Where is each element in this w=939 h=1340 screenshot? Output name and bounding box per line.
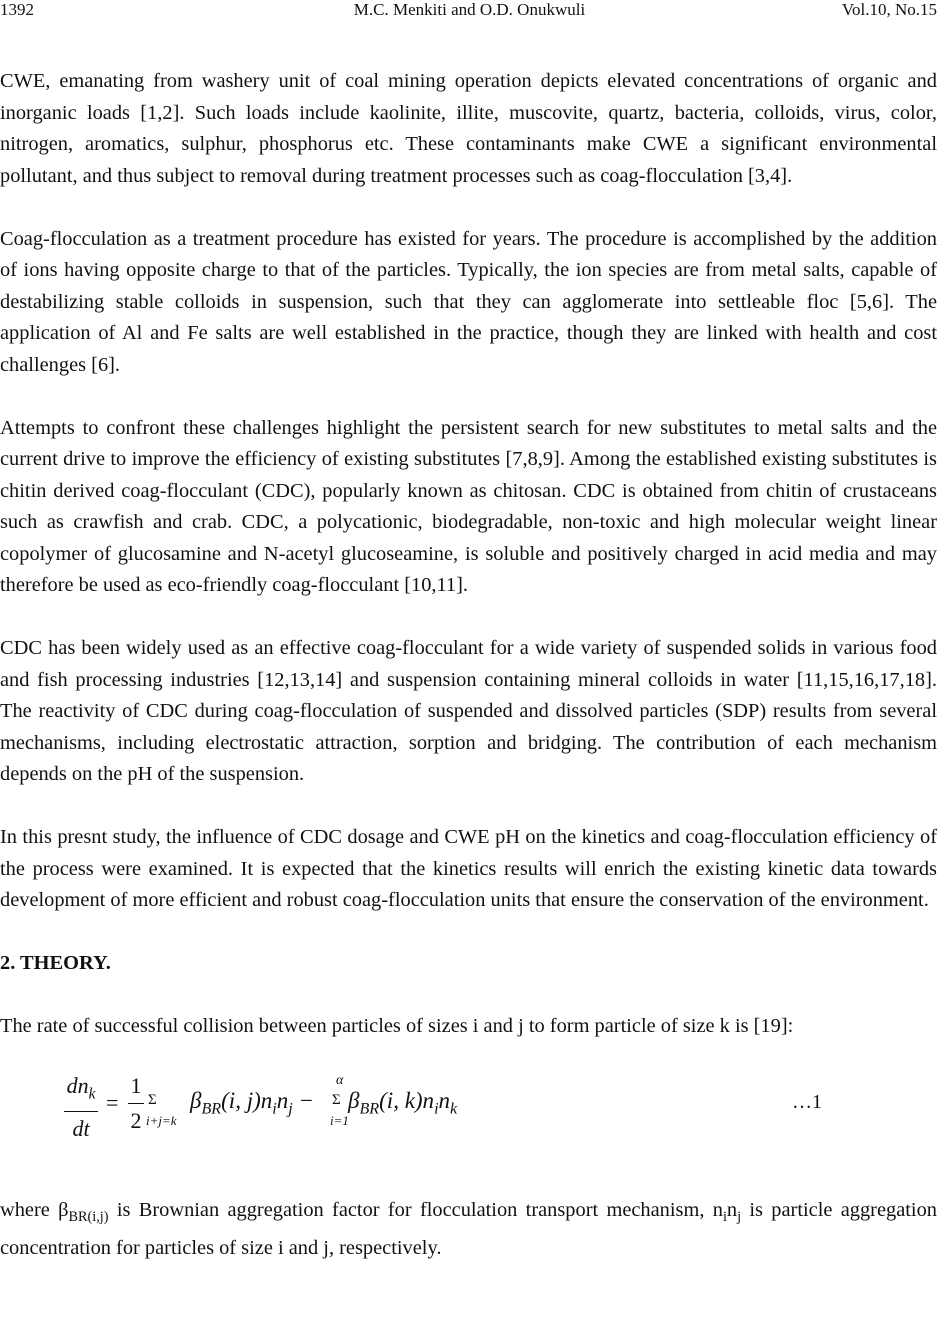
paragraph-4: CDC has been widely used as an effective coag-flocculant for a wide variety of suspended solids in various food and fish processing industries [12,13,14] and suspension containing mineral colloids in water [11,15,16,17,18]. The reactivity of CDC during coag-flocculation of suspended and dissolved particles (SDP) results from several mechanisms, including electrostatic attraction, sorption and bridging. The contribution of each mechanism depends on the pH of the suspension. xyxy=(0,637,937,785)
running-authors: M.C. Menkiti and O.D. Onukwuli xyxy=(353,0,586,19)
equation-term-1: $\beta_{BR}(i$, $j)n_in_j$ − xyxy=(190,1087,314,1118)
paragraph-2: Coag-flocculation as a treatment procedure has existed for years. The procedure is accomplished by the addition of ions having opposite charge to that of the particles. Typically, the ion species are from metal salts, capable of destabilizing stable colloids in suspension, such that they can agglomerate into settleable floc [5,6]. The application of Al and Fe salts are well established in the practice, though they are linked with health and cost challenges [6]. xyxy=(0,227,937,376)
summation-2-limit: i=1 xyxy=(330,1112,349,1128)
summation-2-upper: α xyxy=(336,1072,344,1088)
theory-intro: The rate of successful collision between particles of sizes i and j to form particle of size k is [19]: xyxy=(0,1015,794,1037)
half-fraction: 1 2 xyxy=(128,1071,144,1136)
equals-sign: = xyxy=(106,1089,119,1115)
equation-1 xyxy=(0,1065,937,1175)
equation-number: …1 xyxy=(792,1090,822,1113)
page-header xyxy=(0,0,939,24)
paragraph-1: CWE, emanating from washery unit of coal mining operation depicts elevated concentrations of organic and inorganic loads [1,2]. Such loads include kaolinite, illite, muscovite, quartz, bacteria, colloids, virus, color, nitrogen, aromatics, sulphur, phosphorus etc. These contaminants make CWE a significant environmental pollutant, and thus subject to removal during treatment processes such as coag-flocculation [3,4]. xyxy=(0,70,937,187)
equation-explanation: where $\beta_{BR(i,j)}$ is Brownian aggregation factor for flocculation transport mechanism, $n_in_j$ is particle aggregation concentration for particles of size i and j, respectively. xyxy=(0,1198,937,1260)
paragraph-5: In this presnt study, the influence of CDC dosage and CWE pH on the kinetics and coag-flocculation efficiency of the process were examined. It is expected that the kinetics results will enrich the existing kinetic data towards development of more efficient and robust coag-flocculation units that ensure the conservation of the environment. xyxy=(0,826,937,911)
equation-term-2: $\beta_{BR}(i$, $k)n_in_k$ xyxy=(348,1087,458,1118)
section-heading-theory: 2. THEORY. xyxy=(0,952,111,974)
journal-volume: Vol.10, No.15 xyxy=(841,0,937,19)
article-body xyxy=(0,66,937,1296)
page-number: 1392 xyxy=(0,0,34,19)
lhs-derivative: $dn_k$ dt xyxy=(64,1071,98,1144)
paragraph-3: Attempts to confront these challenges highlight the persistent search for new substitutes to metal salts and the current drive to improve the efficiency of existing substitutes [7,8,9]. Among the established existing substitutes is chitin derived coag-flocculant (CDC), popularly known as chitosan. CDC is obtained from chitin of crustaceans such as crawfish and crab. CDC, a polycationic, biodegradable, non-toxic and high molecular weight linear copolymer of glucosamine and N-acetyl glucoseamine, is soluble and positively charged in acid media and may therefore be used as eco-friendly coag-flocculant [10,11]. xyxy=(0,416,937,596)
summation-1-limit: i+j=k xyxy=(146,1112,177,1128)
summation-1: Σ xyxy=(148,1091,157,1108)
summation-2: Σ xyxy=(332,1091,341,1108)
